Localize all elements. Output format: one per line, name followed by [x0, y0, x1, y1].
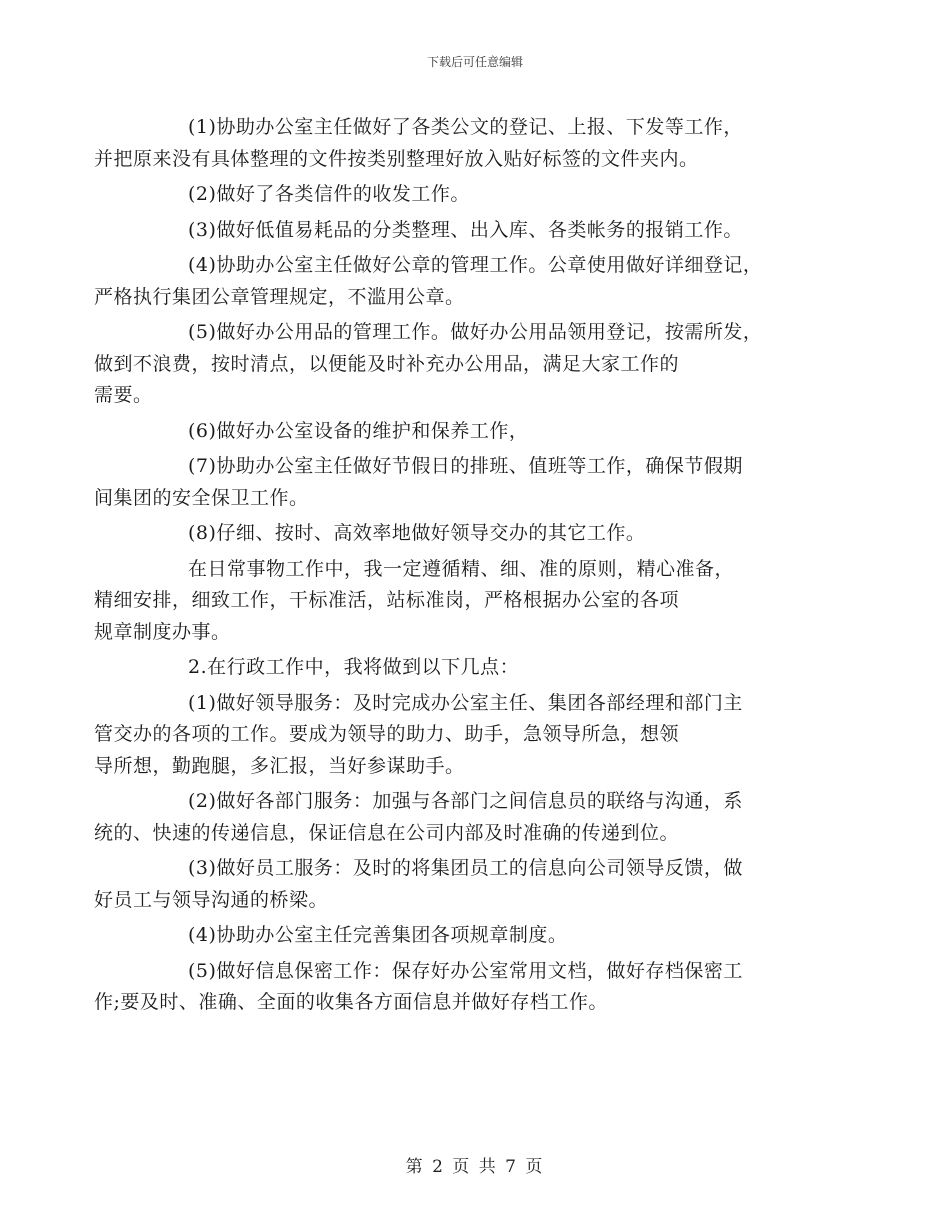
paragraph-line: (1)协助办公室主任做好了各类公文的登记、上报、下发等工作， [188, 116, 743, 138]
document-body [94, 112, 813, 1023]
paragraph [94, 112, 813, 175]
paragraph-line: 需要。 [94, 384, 153, 406]
paragraph-line: (5)做好办公用品的管理工作。做好办公用品领用登记，按需所发， [188, 321, 763, 343]
paragraph-line: 好员工与领导沟通的桥梁。 [94, 888, 329, 911]
paragraph-line: (3)做好低值易耗品的分类整理、出入库、各类帐务的报销工作。 [188, 218, 743, 241]
paragraph [94, 317, 813, 412]
paragraph [141, 215, 813, 247]
paragraph [94, 786, 813, 849]
paragraph-line: 管交办的各项的工作。要成为领导的助力、助手，急领导所急，想领 [94, 723, 680, 745]
paragraph-line: (4)协助办公室主任完善集团各项规章制度。 [188, 924, 568, 946]
paragraph-line: (2)做好了各类信件的收发工作。 [188, 183, 470, 205]
paragraph-line: (4)协助办公室主任做好公章的管理工作。公章使用做好详细登记， [188, 254, 763, 276]
paragraph-line: 统的、快速的传递信息，保证信息在公司内部及时准确的传递到位。 [94, 821, 680, 844]
paragraph-line: 做到不浪费，按时清点，以便能及时补充办公用品，满足大家工作的 [94, 352, 680, 375]
paragraph [94, 853, 813, 916]
paragraph-line: (1)做好领导服务：及时完成办公室主任、集团各部经理和部门主 [188, 691, 743, 714]
paragraph [141, 920, 813, 952]
paragraph-line: 2.在行政工作中，我将做到以下几点： [188, 656, 520, 678]
paragraph-line: 间集团的安全保卫工作。 [94, 486, 309, 509]
paragraph-line: (3)做好员工服务：及时的将集团员工的信息向公司领导反馈，做 [188, 857, 743, 879]
paragraph [94, 554, 813, 649]
paragraph-line: (8)仔细、按时、高效率地做好领导交办的其它工作。 [188, 522, 646, 544]
paragraph [141, 416, 813, 448]
paragraph-line: 作;要及时、准确、全面的收集各方面信息并做好存档工作。 [94, 991, 608, 1013]
page-number-footer: 第 2 页 共 7 页 [405, 1157, 545, 1177]
paragraph-line: (7)协助办公室主任做好节假日的排班、值班等工作，确保节假期 [188, 455, 743, 477]
paragraph [141, 652, 813, 684]
paragraph [94, 451, 813, 514]
page-header: 下载后可任意编辑 [426, 55, 523, 69]
paragraph-line: 严格执行集团公章管理规定，不滥用公章。 [94, 285, 465, 308]
paragraph-line: (2)做好各部门服务：加强与各部门之间信息员的联络与沟通，系 [188, 790, 743, 812]
paragraph-line: 在日常事物工作中，我一定遵循精、细、准的原则，精心准备， [188, 557, 735, 580]
paragraph [141, 518, 813, 550]
paragraph-line: 导所想，勤跑腿，多汇报，当好参谋助手。 [94, 754, 465, 777]
paragraph [94, 688, 813, 783]
paragraph-line: (6)做好办公室设备的维护和保养工作， [188, 419, 529, 442]
paragraph-line: 规章制度办事。 [94, 620, 231, 643]
paragraph [94, 250, 813, 313]
paragraph-line: 精细安排，细致工作，干标准活，站标准岗，严格根据办公室的各项 [94, 589, 680, 611]
paragraph [94, 956, 813, 1019]
paragraph-line: 并把原来没有具体整理的文件按类别整理好放入贴好标签的文件夹内。 [94, 147, 699, 170]
paragraph [141, 179, 813, 211]
paragraph-line: (5)做好信息保密工作：保存好办公室常用文档，做好存档保密工 [188, 959, 743, 982]
